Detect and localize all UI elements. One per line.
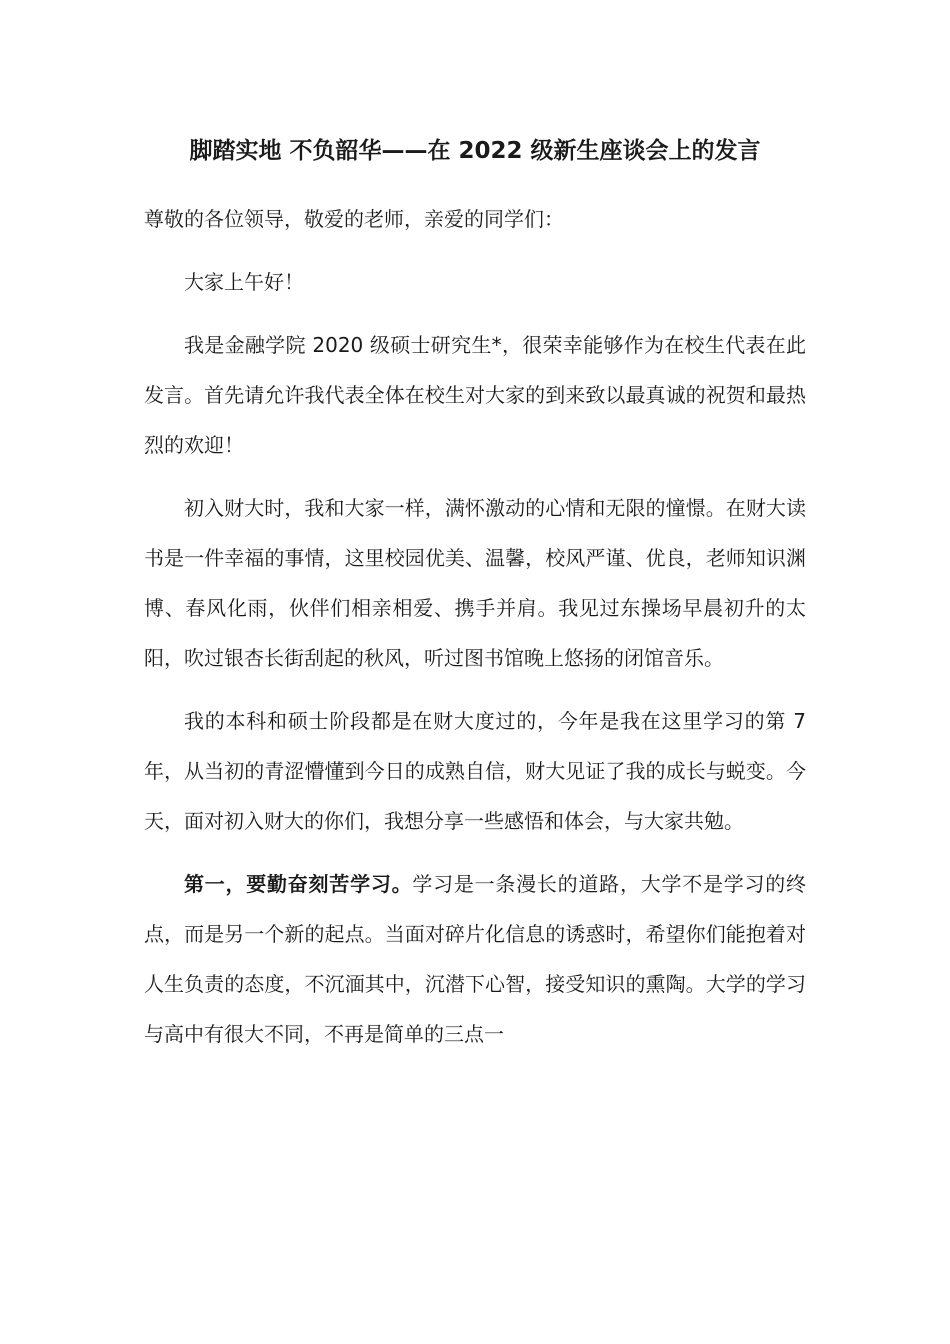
point-one-text: 学习是一条漫长的道路，大学不是学习的终点，而是另一个新的起点。当面对碎片化信息的诱惑时，希望你们能抱着对人生负责的态度，不沉湎其中，沉潜下心智，接受知识的熏陶。大学的学习与高中有很大不同，不再是简单的三点一 xyxy=(144,872,807,1046)
paragraph-intro: 我是金融学院 2020 级硕士研究生*，很荣幸能够作为在校生代表在此发言。首先请允许我代表全体在校生对大家的到来致以最真诚的祝贺和最热烈的欢迎！ xyxy=(144,333,806,457)
document-title: 脚踏实地 不负韶华——在 2022 级新生座谈会上的发言 xyxy=(189,138,761,164)
salutation: 尊敬的各位领导，敬爱的老师，亲爱的同学们： xyxy=(144,207,564,231)
paragraph-experience: 我的本科和硕士阶段都是在财大度过的，今年是我在这里学习的第 7 年，从当初的青涩懵懂到今日的成熟自信，财大见证了我的成长与蜕变。今天，面对初入财大的你们，我想分享一些感悟和体会，与大家共勉。 xyxy=(144,709,806,833)
paragraph-campus: 初入财大时，我和大家一样，满怀激动的心情和无限的憧憬。在财大读书是一件幸福的事情，这里校园优美、温馨，校风严谨、优良，老师知识渊博、春风化雨，伙伴们相亲相爱、携手并肩。我见过东操场早晨初升的太阳，吹过银杏长街刮起的秋风，听过图书馆晚上悠扬的闭馆音乐。 xyxy=(144,496,806,670)
greeting: 大家上午好！ xyxy=(184,270,304,294)
point-one-lead: 第一，要勤奋刻苦学习。 xyxy=(184,872,413,896)
paragraph-point-one xyxy=(144,859,806,1059)
document-body xyxy=(144,194,806,1059)
